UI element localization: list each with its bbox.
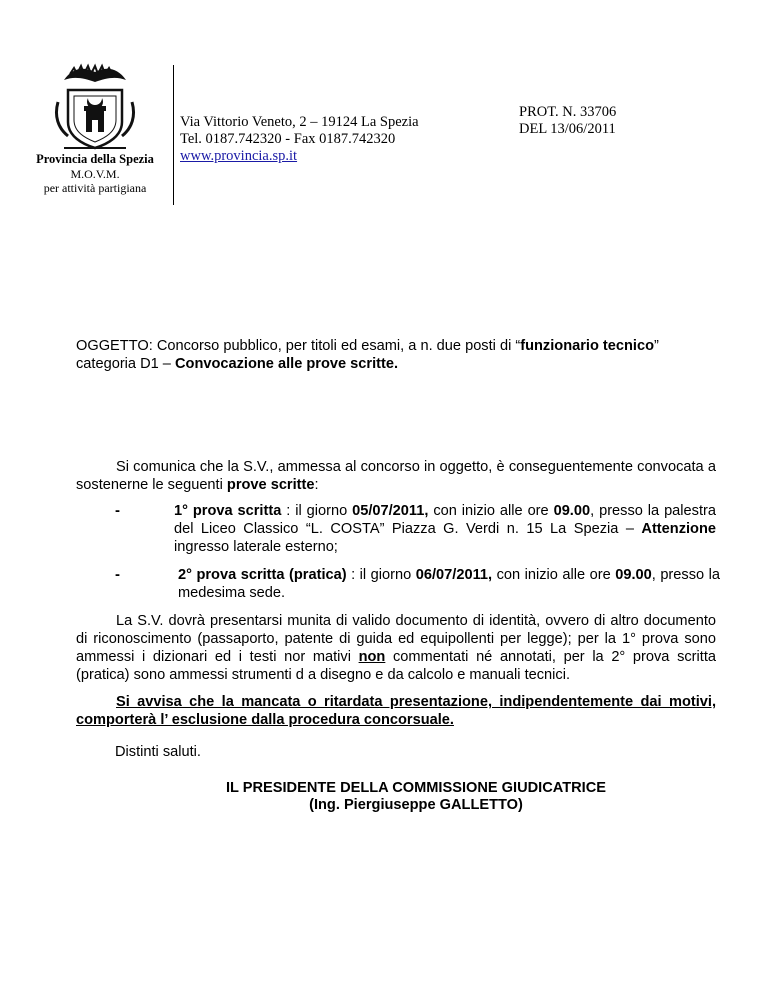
exam-time: 09.00 <box>615 567 652 583</box>
protocol-number: PROT. N. 33706 <box>519 104 617 120</box>
attention-label: Attenzione <box>641 521 716 537</box>
province-name: Provincia della Spezia <box>36 152 154 166</box>
warning-paragraph <box>76 693 716 729</box>
exam-text: , presso la palestra del Liceo Classico “L. COSTA” Piazza G. Verdi n. 15 La Spezia – <box>174 503 716 537</box>
exam-text: : il giorno <box>346 567 416 583</box>
intro-text: Si comunica che la S.V., ammessa al concorso in oggetto, è conseguentemente convocata a sostenerne le seguenti <box>76 459 716 493</box>
list-dash: - <box>115 566 120 583</box>
subject-block <box>76 337 716 373</box>
intro-paragraph <box>76 458 716 494</box>
body-text: La S.V. dovrà presentarsi munita di valido documento di identità, ovvero di altro documento di riconoscimento (passaporto, patente di guida ed equipollenti per legge); per la 1° prova sono ammessi i dizionari ed i testi nor mativi <box>76 613 716 665</box>
emphasis-non: non <box>358 649 386 665</box>
exam-title: 2° prova scritta (pratica) <box>178 567 347 583</box>
intro-bold: prove scritte <box>226 477 315 493</box>
website-link[interactable]: www.provincia.sp.it <box>180 148 298 164</box>
list-item <box>174 566 720 602</box>
subject-suffix: ” <box>654 338 659 354</box>
exam-text: con inizio alle ore <box>428 503 554 519</box>
exam-time: 09.00 <box>553 503 591 519</box>
honor-reason: per attività partigiana <box>43 181 147 195</box>
body-text: commentati né annotati, per la 2° prova scritta (pratica) sono ammessi strumenti d a disegno e da calcolo e manuali tecnici. <box>76 649 716 683</box>
exam-text: con inizio alle ore <box>492 567 616 583</box>
exam-text: ingresso laterale esterno; <box>174 539 338 555</box>
crest-emblem-icon <box>50 62 140 154</box>
protocol-date: DEL 13/06/2011 <box>519 121 616 137</box>
exam-text: , presso la medesima sede. <box>178 567 720 601</box>
subject-line2-prefix: categoria D1 – <box>76 356 175 372</box>
subject-prefix: OGGETTO: Concorso pubblico, per titoli ed esami, a n. due posti di “ <box>76 338 521 354</box>
exam-text: : il giorno <box>281 503 353 519</box>
phone-fax-line: Tel. 0187.742320 - Fax 0187.742320 <box>180 131 396 147</box>
subject-role: funzionario tecnico <box>520 338 655 354</box>
list-item <box>174 502 716 556</box>
body-paragraph <box>76 612 716 684</box>
subject-line2-bold: Convocazione alle prove scritte. <box>174 356 399 372</box>
closing-regards: Distinti saluti. <box>115 744 201 760</box>
exam-date: 06/07/2011, <box>415 567 493 583</box>
letterhead-divider <box>173 65 174 205</box>
intro-end: : <box>314 477 319 493</box>
list-dash: - <box>115 502 120 519</box>
address-line: Via Vittorio Veneto, 2 – 19124 La Spezia <box>180 114 419 130</box>
signature-title: IL PRESIDENTE DELLA COMMISSIONE GIUDICATRICE <box>226 780 606 796</box>
signature-name: (Ing. Piergiuseppe GALLETTO) <box>309 797 523 813</box>
exam-title: 1° prova scritta <box>174 503 282 519</box>
exam-date: 05/07/2011, <box>352 503 429 519</box>
honor-label: M.O.V.M. <box>70 167 120 181</box>
warning-text: Si avvisa che la mancata o ritardata presentazione, indipendentemente dai motivi, comporterà l’ esclusione dalla procedura concorsuale. <box>76 694 716 728</box>
